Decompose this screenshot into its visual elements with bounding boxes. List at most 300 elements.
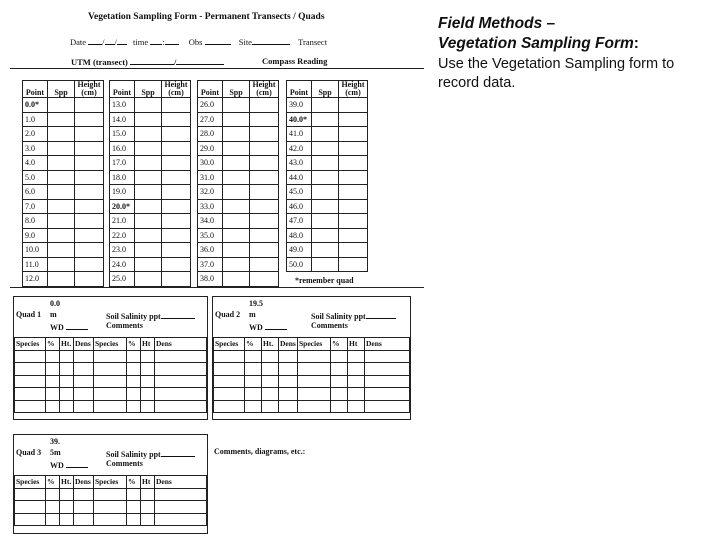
cell[interactable] (127, 388, 141, 401)
table-divider (10, 287, 424, 288)
cell[interactable] (74, 375, 94, 388)
height-cell[interactable] (75, 228, 104, 243)
spp-cell[interactable] (48, 185, 75, 200)
height-word: Height (252, 80, 276, 89)
height-cell[interactable] (339, 141, 368, 156)
cell[interactable] (60, 375, 74, 388)
cell[interactable] (298, 363, 331, 376)
cell[interactable] (348, 400, 365, 413)
spp-cell[interactable] (135, 243, 162, 258)
cell[interactable] (262, 375, 279, 388)
spp-cell[interactable] (48, 272, 75, 287)
cell[interactable] (155, 400, 207, 413)
height-cell[interactable] (250, 185, 279, 200)
quad-1-pos: 0.0 (50, 299, 60, 308)
cell[interactable] (245, 350, 262, 363)
spp-cell[interactable] (135, 112, 162, 127)
cell[interactable] (74, 400, 94, 413)
date-sep-2: / (114, 37, 117, 47)
height-cell[interactable] (339, 243, 368, 258)
cell[interactable] (279, 363, 298, 376)
cell[interactable] (127, 400, 141, 413)
height-cell[interactable] (339, 170, 368, 185)
quad-2-wd-field[interactable] (265, 321, 287, 330)
spp-cell[interactable] (48, 214, 75, 229)
height-cell[interactable] (339, 257, 368, 272)
cell[interactable] (155, 513, 207, 526)
point-cell: 38.0 (198, 272, 223, 287)
date-month-field[interactable] (88, 36, 105, 47)
cell[interactable] (94, 350, 127, 363)
spp-cell[interactable] (135, 170, 162, 185)
cell[interactable] (245, 375, 262, 388)
comments-diagrams-label: Comments, diagrams, etc.: (214, 447, 306, 456)
cell[interactable] (331, 400, 348, 413)
cell[interactable] (262, 388, 279, 401)
spp-cell[interactable] (312, 112, 339, 127)
spp-cell[interactable] (223, 228, 250, 243)
header-row-utm (71, 56, 224, 67)
cell[interactable] (94, 501, 127, 514)
wd-label: WD (50, 461, 64, 470)
cell[interactable] (298, 388, 331, 401)
obs-label: Obs (188, 37, 203, 47)
spp-cell[interactable] (223, 199, 250, 214)
spp-cell[interactable] (312, 257, 339, 272)
point-cell: 30.0 (198, 156, 223, 171)
obs-field[interactable] (205, 36, 231, 45)
spp-cell[interactable] (223, 214, 250, 229)
cell[interactable] (74, 488, 94, 501)
cell[interactable] (94, 513, 127, 526)
spp-cell[interactable] (135, 98, 162, 113)
cell[interactable] (365, 350, 410, 363)
cell[interactable] (15, 350, 46, 363)
cell[interactable] (141, 513, 155, 526)
height-cell[interactable] (162, 214, 191, 229)
cell[interactable] (94, 388, 127, 401)
cell[interactable] (331, 388, 348, 401)
point-cell: 9.0 (23, 228, 48, 243)
col-dens: Dens (74, 476, 94, 489)
height-cell[interactable] (75, 272, 104, 287)
spp-cell[interactable] (223, 141, 250, 156)
col-species: Species (214, 338, 245, 351)
height-cell[interactable] (339, 185, 368, 200)
spp-cell[interactable] (48, 199, 75, 214)
height-cell[interactable] (162, 257, 191, 272)
cell[interactable] (214, 350, 245, 363)
point-cell: 26.0 (198, 98, 223, 113)
cell[interactable] (141, 350, 155, 363)
spp-cell[interactable] (223, 112, 250, 127)
cell[interactable] (214, 375, 245, 388)
height-cell[interactable] (162, 243, 191, 258)
col-species: Species (15, 338, 46, 351)
height-cell[interactable] (75, 214, 104, 229)
spp-cell[interactable] (135, 156, 162, 171)
quad-2-unit: m (249, 310, 256, 319)
cell[interactable] (127, 375, 141, 388)
point-cell: 1.0 (23, 112, 48, 127)
spp-cell[interactable] (48, 170, 75, 185)
quad-row (15, 388, 207, 401)
cell[interactable] (60, 363, 74, 376)
utm-field-1[interactable] (130, 56, 177, 67)
spp-cell[interactable] (223, 170, 250, 185)
quad-row (214, 363, 410, 376)
cell[interactable] (155, 388, 207, 401)
cell[interactable] (155, 375, 207, 388)
site-field[interactable] (252, 36, 290, 45)
spp-cell[interactable] (48, 98, 75, 113)
point-cell: 6.0 (23, 185, 48, 200)
height-cell[interactable] (75, 127, 104, 142)
cell[interactable] (60, 488, 74, 501)
quad-1-comments: Comments (106, 321, 143, 330)
cell[interactable] (15, 513, 46, 526)
point-cell: 5.0 (23, 170, 48, 185)
quad-2-pos: 19.5 (249, 299, 263, 308)
spp-cell[interactable] (312, 228, 339, 243)
salinity-label: Soil Salinity ppt (311, 312, 366, 321)
cell[interactable] (331, 350, 348, 363)
height-cell[interactable] (162, 199, 191, 214)
cell[interactable] (155, 501, 207, 514)
spp-cell[interactable] (48, 257, 75, 272)
spp-cell[interactable] (48, 228, 75, 243)
height-cell[interactable] (162, 185, 191, 200)
spp-cell[interactable] (312, 185, 339, 200)
cell[interactable] (214, 400, 245, 413)
col-point: Point (110, 81, 135, 98)
cell[interactable] (298, 350, 331, 363)
spp-cell[interactable] (135, 214, 162, 229)
time-sep: : (162, 37, 165, 47)
cell[interactable] (141, 400, 155, 413)
quad-3-salinity-field[interactable] (161, 448, 195, 457)
cell[interactable] (60, 513, 74, 526)
point-cell: 13.0 (110, 98, 135, 113)
col-point: Point (287, 81, 312, 98)
spp-cell[interactable] (312, 243, 339, 258)
height-cell[interactable] (250, 156, 279, 171)
cell[interactable] (245, 363, 262, 376)
col-pct: % (127, 338, 141, 351)
height-cell[interactable] (250, 214, 279, 229)
spp-cell[interactable] (135, 257, 162, 272)
spp-cell[interactable] (223, 98, 250, 113)
slide-body: Use the Vegetation Sampling form to record data. (438, 56, 675, 91)
cell[interactable] (74, 350, 94, 363)
quad-row (15, 375, 207, 388)
cell[interactable] (365, 400, 410, 413)
height-cell[interactable] (162, 127, 191, 142)
spp-cell[interactable] (312, 199, 339, 214)
cell[interactable] (94, 363, 127, 376)
cell[interactable] (46, 501, 60, 514)
point-cell: 15.0 (110, 127, 135, 142)
height-cell[interactable] (250, 228, 279, 243)
height-cell[interactable] (339, 98, 368, 113)
cell[interactable] (127, 488, 141, 501)
cell[interactable] (15, 488, 46, 501)
utm-field-2[interactable] (176, 56, 224, 65)
cell[interactable] (74, 363, 94, 376)
cell[interactable] (46, 400, 60, 413)
height-cell[interactable] (75, 243, 104, 258)
cell[interactable] (141, 501, 155, 514)
cell[interactable] (60, 350, 74, 363)
quad-2-wd (249, 321, 287, 333)
point-cell: 39.0 (287, 98, 312, 113)
cell[interactable] (245, 400, 262, 413)
cell[interactable] (298, 375, 331, 388)
quad-1-salinity-field[interactable] (161, 310, 195, 319)
compass-label: Compass Reading (262, 56, 328, 66)
height-cell[interactable] (162, 228, 191, 243)
time-hour-field[interactable] (150, 36, 165, 47)
cell[interactable] (331, 363, 348, 376)
col-height (339, 81, 368, 98)
cell[interactable] (155, 350, 207, 363)
col-pct: % (127, 476, 141, 489)
height-cell[interactable] (250, 98, 279, 113)
spp-cell[interactable] (312, 127, 339, 142)
cell[interactable] (46, 375, 60, 388)
height-cell[interactable] (250, 141, 279, 156)
cell[interactable] (15, 363, 46, 376)
cell[interactable] (155, 488, 207, 501)
spp-cell[interactable] (135, 228, 162, 243)
point-cell: 25.0 (110, 272, 135, 287)
height-cell[interactable] (339, 214, 368, 229)
col-ht: Ht (141, 476, 155, 489)
cell[interactable] (141, 375, 155, 388)
cell[interactable] (348, 388, 365, 401)
spp-cell[interactable] (312, 98, 339, 113)
cell[interactable] (46, 388, 60, 401)
remember-quad-note: *remember quad (295, 276, 354, 285)
cell[interactable] (60, 388, 74, 401)
quad-3-table (14, 475, 207, 526)
point-cell: 37.0 (198, 257, 223, 272)
cell[interactable] (74, 388, 94, 401)
point-cell: 21.0 (110, 214, 135, 229)
height-cell[interactable] (250, 199, 279, 214)
cell[interactable] (141, 488, 155, 501)
spp-cell[interactable] (48, 156, 75, 171)
quad-3-wd-field[interactable] (66, 459, 88, 468)
col-spp: Spp (48, 81, 75, 98)
spp-cell[interactable] (223, 156, 250, 171)
height-cell[interactable] (162, 156, 191, 171)
quad-2-salinity-field[interactable] (366, 310, 396, 319)
cell[interactable] (60, 501, 74, 514)
quad-1-table (14, 337, 207, 413)
point-cell: 14.0 (110, 112, 135, 127)
cell[interactable] (141, 363, 155, 376)
height-cell[interactable] (250, 112, 279, 127)
date-day-field[interactable] (105, 36, 115, 45)
time-min-field[interactable] (165, 36, 179, 45)
height-cell[interactable] (250, 243, 279, 258)
spp-cell[interactable] (223, 272, 250, 287)
spp-cell[interactable] (312, 170, 339, 185)
quad-3-unit: 5m (50, 448, 61, 457)
height-cell[interactable] (162, 141, 191, 156)
quad-2-comments: Comments (311, 321, 348, 330)
spp-cell[interactable] (312, 214, 339, 229)
height-cell[interactable] (339, 127, 368, 142)
point-cell: 2.0 (23, 127, 48, 142)
cell[interactable] (74, 501, 94, 514)
cell[interactable] (94, 488, 127, 501)
cell[interactable] (279, 375, 298, 388)
cell[interactable] (141, 388, 155, 401)
quad-row (15, 513, 207, 526)
point-cell: 19.0 (110, 185, 135, 200)
height-cell[interactable] (250, 170, 279, 185)
point-cell: 24.0 (110, 257, 135, 272)
spp-cell[interactable] (135, 199, 162, 214)
col-spp: Spp (223, 81, 250, 98)
cell[interactable] (262, 363, 279, 376)
cell[interactable] (365, 375, 410, 388)
cell[interactable] (127, 501, 141, 514)
cell[interactable] (15, 501, 46, 514)
quad-row (214, 375, 410, 388)
date-year-field[interactable] (114, 36, 127, 47)
quad-3-header (14, 435, 207, 476)
quad-row (15, 501, 207, 514)
height-cell[interactable] (75, 156, 104, 171)
col-ht: Ht. (60, 338, 74, 351)
cell[interactable] (365, 363, 410, 376)
spp-cell[interactable] (223, 257, 250, 272)
height-cell[interactable] (75, 185, 104, 200)
point-cell: 49.0 (287, 243, 312, 258)
quad-2-label: Quad 2 (215, 310, 241, 319)
cell[interactable] (279, 388, 298, 401)
height-cell[interactable] (339, 112, 368, 127)
cell[interactable] (365, 388, 410, 401)
height-cell[interactable] (75, 199, 104, 214)
spp-cell[interactable] (135, 272, 162, 287)
height-cell[interactable] (250, 257, 279, 272)
point-cell: 36.0 (198, 243, 223, 258)
cell[interactable] (245, 388, 262, 401)
col-pct: % (46, 476, 60, 489)
point-cell: 16.0 (110, 141, 135, 156)
height-cell[interactable] (75, 141, 104, 156)
quad-1-header (14, 297, 207, 338)
cell[interactable] (331, 375, 348, 388)
salinity-label: Soil Salinity ppt (106, 450, 161, 459)
cell[interactable] (348, 350, 365, 363)
cell[interactable] (60, 400, 74, 413)
cell[interactable] (46, 488, 60, 501)
spp-cell[interactable] (223, 185, 250, 200)
cell[interactable] (298, 400, 331, 413)
cell[interactable] (15, 400, 46, 413)
spp-cell[interactable] (312, 156, 339, 171)
cell[interactable] (155, 363, 207, 376)
height-cell[interactable] (75, 257, 104, 272)
date-sep: / (102, 37, 105, 47)
point-cell: 48.0 (287, 228, 312, 243)
spp-cell[interactable] (135, 185, 162, 200)
quad-1-wd-field[interactable] (66, 321, 88, 330)
salinity-label: Soil Salinity ppt (106, 312, 161, 321)
height-cell[interactable] (75, 98, 104, 113)
cell[interactable] (94, 400, 127, 413)
spp-cell[interactable] (48, 112, 75, 127)
spp-cell[interactable] (48, 243, 75, 258)
cell[interactable] (94, 375, 127, 388)
spp-cell[interactable] (135, 127, 162, 142)
cell[interactable] (348, 363, 365, 376)
col-dens: Dens (74, 338, 94, 351)
col-dens: Dens (155, 476, 207, 489)
cell[interactable] (214, 388, 245, 401)
height-cell[interactable] (162, 170, 191, 185)
point-cell: 29.0 (198, 141, 223, 156)
cell[interactable] (127, 363, 141, 376)
height-cell[interactable] (162, 272, 191, 287)
height-cell[interactable] (339, 199, 368, 214)
height-cell[interactable] (339, 228, 368, 243)
spp-cell[interactable] (223, 243, 250, 258)
spp-cell[interactable] (223, 127, 250, 142)
cell[interactable] (127, 513, 141, 526)
cell[interactable] (46, 513, 60, 526)
cell[interactable] (15, 375, 46, 388)
cell[interactable] (74, 513, 94, 526)
point-cell: 23.0 (110, 243, 135, 258)
spp-cell[interactable] (48, 141, 75, 156)
utm-label: UTM (transect) (71, 57, 128, 67)
height-cell[interactable] (75, 170, 104, 185)
cell[interactable] (46, 350, 60, 363)
height-cell[interactable] (339, 156, 368, 171)
cell[interactable] (127, 350, 141, 363)
cell[interactable] (46, 363, 60, 376)
height-word: Height (77, 80, 101, 89)
cell[interactable] (348, 375, 365, 388)
col-species: Species (94, 338, 127, 351)
form-title: Vegetation Sampling Form - Permanent Transects / Quads (88, 12, 325, 22)
quad-1-unit: m (50, 310, 57, 319)
spp-cell[interactable] (48, 127, 75, 142)
height-cell[interactable] (75, 112, 104, 127)
slide-title-line-1: Field Methods – (438, 15, 556, 32)
height-cell[interactable] (162, 112, 191, 127)
cell[interactable] (279, 350, 298, 363)
height-cell[interactable] (250, 272, 279, 287)
cell[interactable] (15, 388, 46, 401)
cell[interactable] (214, 363, 245, 376)
height-cell[interactable] (162, 98, 191, 113)
point-cell: 11.0 (23, 257, 48, 272)
col-dens: Dens (279, 338, 298, 351)
spp-cell[interactable] (135, 141, 162, 156)
spp-cell[interactable] (312, 141, 339, 156)
height-cell[interactable] (250, 127, 279, 142)
cell[interactable] (262, 400, 279, 413)
cell[interactable] (279, 400, 298, 413)
cell[interactable] (262, 350, 279, 363)
